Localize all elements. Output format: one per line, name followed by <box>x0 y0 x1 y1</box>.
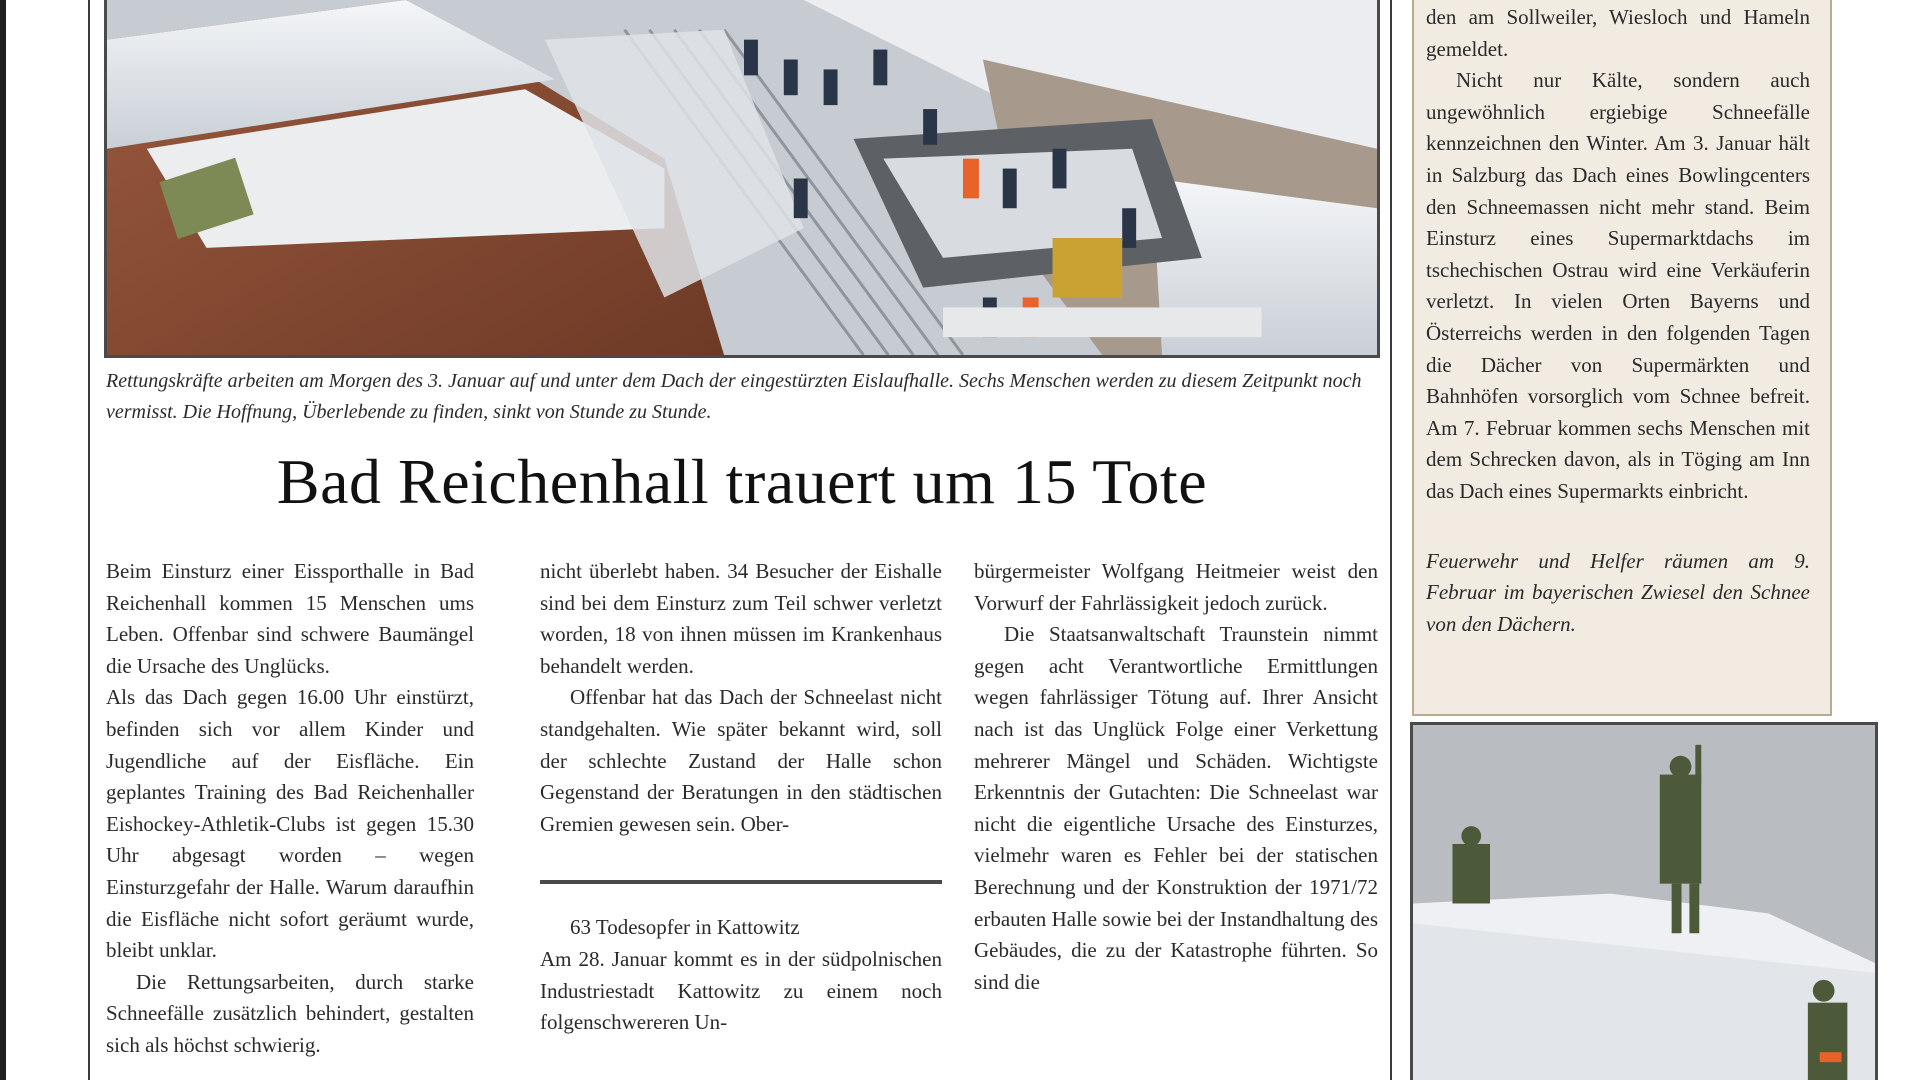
sidebar-paragraph <box>1426 2 1810 65</box>
collapsed-hall-photo <box>104 0 1380 358</box>
sidebar-line: Hameln gemeldet. <box>1426 5 1810 61</box>
paragraph: bürgermeister Wolfgang Heitmeier weist den Vorwurf der Fahrlässigkeit jedoch zurück. <box>974 559 1378 615</box>
article-headline: Bad Reichenhall trauert um 15 Tote <box>276 446 1208 517</box>
snow-clearing-photo <box>1410 722 1878 1080</box>
paragraph: Offenbar hat das Dach der Schneelast nicht standgehalten. Wie später bekannt wird, soll der schlechte Zustand der Halle schon Gegenstand der Beratungen in den städtischen Gremien gewesen sein. Ober- <box>540 685 942 836</box>
section-divider <box>540 880 942 884</box>
sidebar-photo-caption: Feuerwehr und Helfer räumen am 9. Februar im bayerischen Zwiesel den Schnee von den Dächern. <box>1426 548 1810 636</box>
page-edge <box>0 0 6 1080</box>
sidebar-box <box>1412 0 1832 716</box>
paragraph: Die Staatsanwaltschaft Traunstein nimmt gegen acht Verantwortliche Ermittlungen wegen fahrlässiger Tötung auf. Ihrer Ansicht nach ist das Unglück Folge einer Verkettung mehrerer Mängel und Schäden. Wichtigste Erkenntnis der Gutachten: Die Schneelast war nicht die eigentliche Ursache des Einsturzes, vielmehr waren es Fehler bei der statischen Berechnung und der Konstruktion der 1971/72 erbauten Halle sowie bei der Instandhaltung des Gebäudes, die zu der Katastrophe führten. So sind die <box>974 622 1378 994</box>
photo-caption: Rettungskräfte arbeiten am Morgen des 3. Januar auf und unter dem Dach der eingestürzten Eislaufhalle. Sechs Menschen werden zu diesem Zeitpunkt noch vermisst. Die Hoffnung, Überlebende zu finden, sinkt von Stunde zu Stunde. <box>106 370 1362 423</box>
paragraph: nicht überlebt haben. 34 Besucher der Eishalle sind bei dem Einsturz zum Teil schwer verletzt worden, 18 von ihnen müssen im Krankenhaus behandelt werden. <box>540 559 942 678</box>
article-column-3 <box>974 556 1378 998</box>
sidebar-paragraph: Nicht nur Kälte, sondern auch ungewöhnlich ergiebige Schneefälle kennzeichnen den Winter. Am 3. Januar hält in Salzburg das Dach eines Bowlingcenters den Schneemassen nicht mehr stand. Beim Einsturz eines Supermarktdachs im tschechischen Ostrau wird eine Verkäuferin verletzt. In vielen Orten Bayerns und Österreichs werden in den folgenden Tagen die Dächer von Supermärkten und Bahnhöfen vorsorglich vom Schnee befreit. Am 7. Februar kommen sechs Menschen mit dem Schrecken davon, als in Töging am Inn das Dach eines Supermarkts einbricht. <box>1426 68 1810 503</box>
article-column-1 <box>106 556 474 1062</box>
paragraph: Die Rettungsarbeiten, durch starke Schneefälle zusätzlich behindert, gestalten sich als höchst schwierig. <box>106 969 474 1057</box>
paragraph: Beim Einsturz einer Eissporthalle in Bad Reichenhall kommen 15 Menschen ums Leben. Offenbar sind schwere Baumängel die Ursache des Unglücks. <box>106 559 474 678</box>
sidebar-top-line: den am Sollweiler, Wiesloch und <box>1426 5 1732 29</box>
paragraph: Als das Dach gegen 16.00 Uhr einstürzt, befinden sich vor allem Kinder und Jugendliche auf der Eisfläche. Ein geplantes Training des Bad Reichenhaller Eishockey-Athletik-Clubs ist gegen 15.30 Uhr abgesagt worden – wegen Einsturzgefahr der Halle. Warum daraufhin die Eisfläche nicht sofort geräumt wurde, bleibt unklar. <box>106 685 474 963</box>
article-column-2 <box>540 556 942 1039</box>
section-subhead: 63 Todesopfer in Kattowitz <box>570 915 800 940</box>
paragraph: Am 28. Januar kommt es in der südpolnischen Industriestadt Kattowitz zu einem noch folgenschwereren Un- <box>540 946 942 1035</box>
